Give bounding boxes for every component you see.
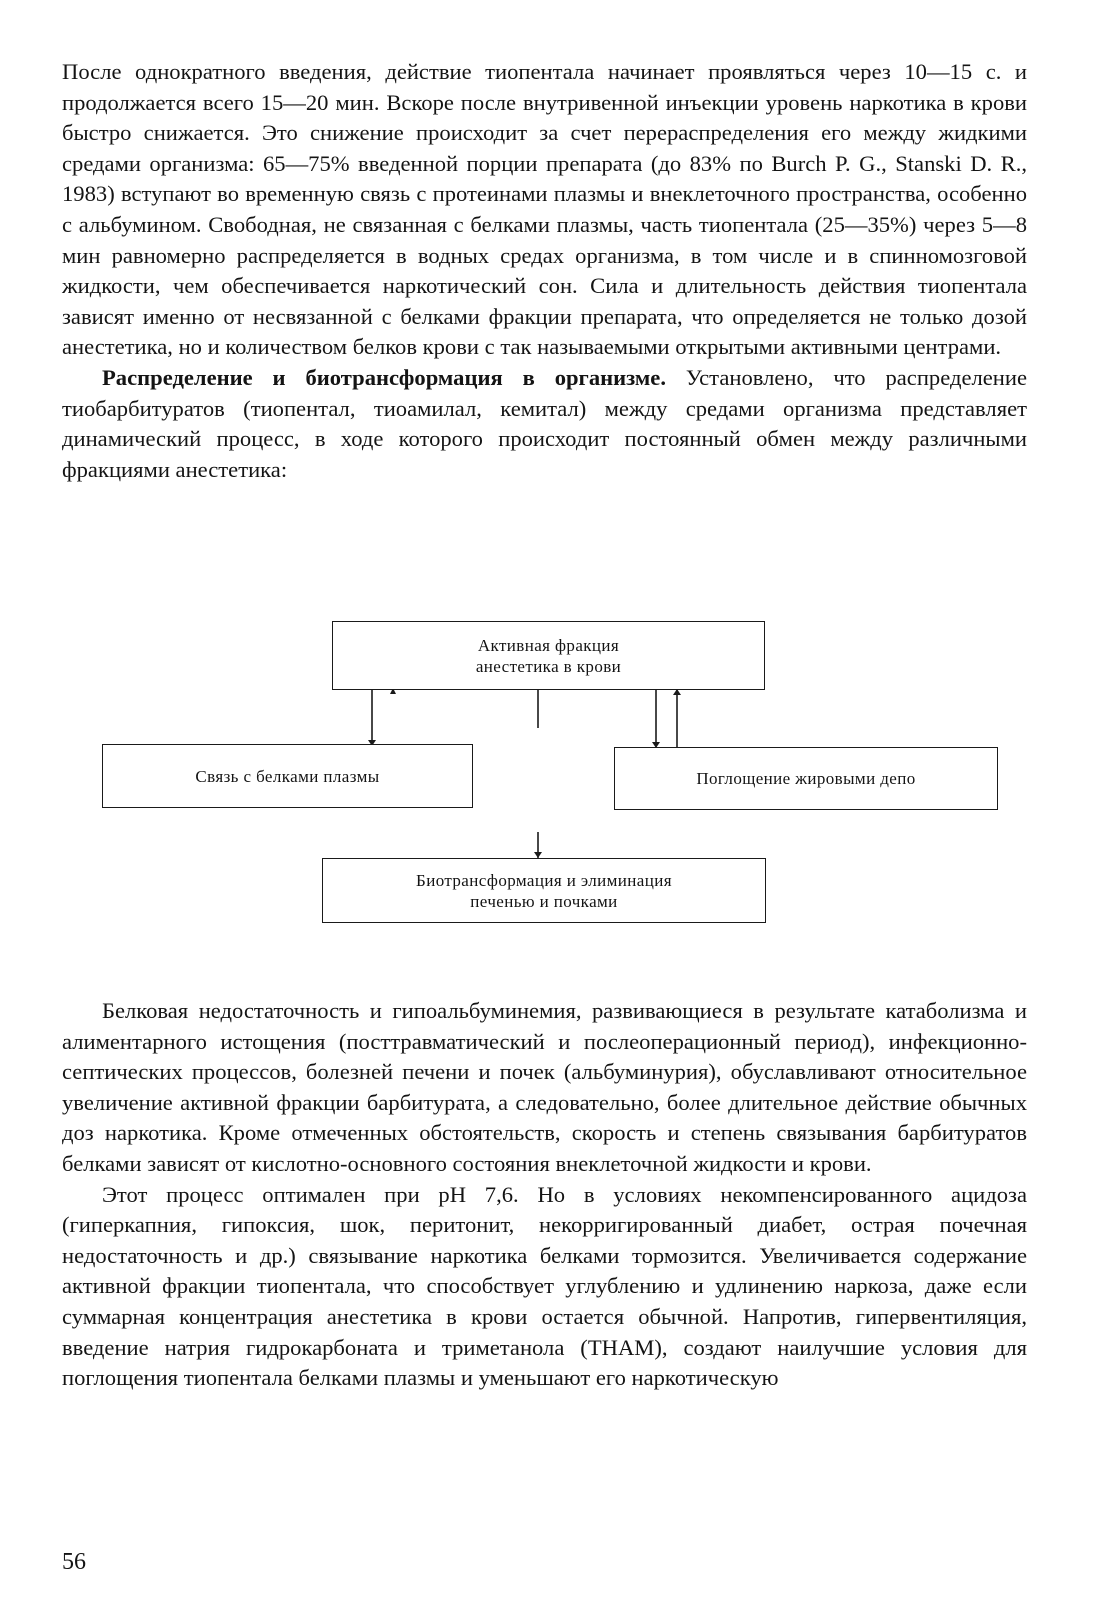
box-fat-label: Поглощение жировыми депо: [696, 769, 916, 788]
box-bio-line2: печенью и почками: [470, 891, 618, 911]
box-active-line2: анестетика в крови: [475, 656, 622, 676]
box-protein-label: Связь с белками плазмы: [195, 766, 380, 786]
box-active-fraction: [332, 621, 765, 690]
box-protein-binding: [102, 744, 473, 808]
text-block-top: [62, 57, 1027, 485]
section-text: Установлено, что распределение тиобарбитуратов (тиопентал, тиоамилал, кемитал) между средами организма представляет динамический процесс, в ходе которого происходит постоянный обмен между различными фракциями анестетика:: [62, 364, 1027, 482]
box-biotransformation: [322, 858, 766, 923]
paragraph-protein-deficiency: Белковая недостаточность и гипоальбуминемия, развивающиеся в результате катаболизма и алиментарного истощения (посттравматический и послеоперационный период), инфекционно-септических процессов, болезней печени и почек (альбуминурия), обуславливают относительное увеличение активной фракции барбитурата, а следовательно, более длительное действие обычных доз наркотика. Кроме отмеченных обстоятельств, скорость и степень связывания барбитуратов белками зависят от кислотно-основного состояния внеклеточной жидкости и крови.: [62, 998, 1027, 1176]
paragraph-distribution: [62, 363, 1027, 485]
box-bio-line1: Биотрансформация и элиминация: [416, 870, 672, 890]
text-block-bottom: [62, 996, 1027, 1394]
paragraph-thiopental-action: После однократного введения, действие тиопентала начинает проявляться через 10—15 с. и продолжается всего 15—20 мин. Вскоре после внутривенной инъекции уровень наркотика в крови быстро снижается. Это снижение происходит за счет перераспределения его между жидкими средами организма: 65—75% введенной порции препарата (до 83% по Burch P. G., Stanski D. R., 1983) вступают во временную связь с протеинами плазмы и внеклеточного пространства, особенно с альбумином. Свободная, не связанная с белками плазмы, часть тиопентала (25—35%) через 5—8 мин равномерно распределяется в водных средах организма, в том числе и в спинномозговой жидкости, чем обеспечивается наркотический сон. Сила и длительность действия тиопентала зависят именно от несвязанной с белками фракции препарата, что определяется не только дозой анестетика, но и количеством белков крови с так называемыми открытыми активными центрами.: [62, 59, 1027, 360]
page-number: 56: [62, 1549, 86, 1575]
distribution-diagram: [0, 600, 1110, 960]
box-active-line1: Активная фракция: [477, 635, 620, 655]
box-fat-depot: [614, 747, 998, 810]
section-heading: Распределение и биотрансформация в организме.: [102, 364, 666, 390]
paragraph-ph: Этот процесс оптимален при рН 7,6. Но в условиях некомпенсированного ацидоза (гиперкапния, гипоксия, шок, перитонит, некорригированный диабет, острая почечная недостаточность и др.) связывание наркотика белками тормозится. Увеличивается содержание активной фракции тиопентала, что способствует углублению и удлинению наркоза, даже если суммарная концентрация анестетика в крови остается обычной. Напротив, гипервентиляция, введение натрия гидрокарбоната и триметанола (ТНАМ), создают наилучшие условия для поглощения тиопентала белками плазмы и уменьшают его наркотическую: [62, 1181, 1027, 1391]
